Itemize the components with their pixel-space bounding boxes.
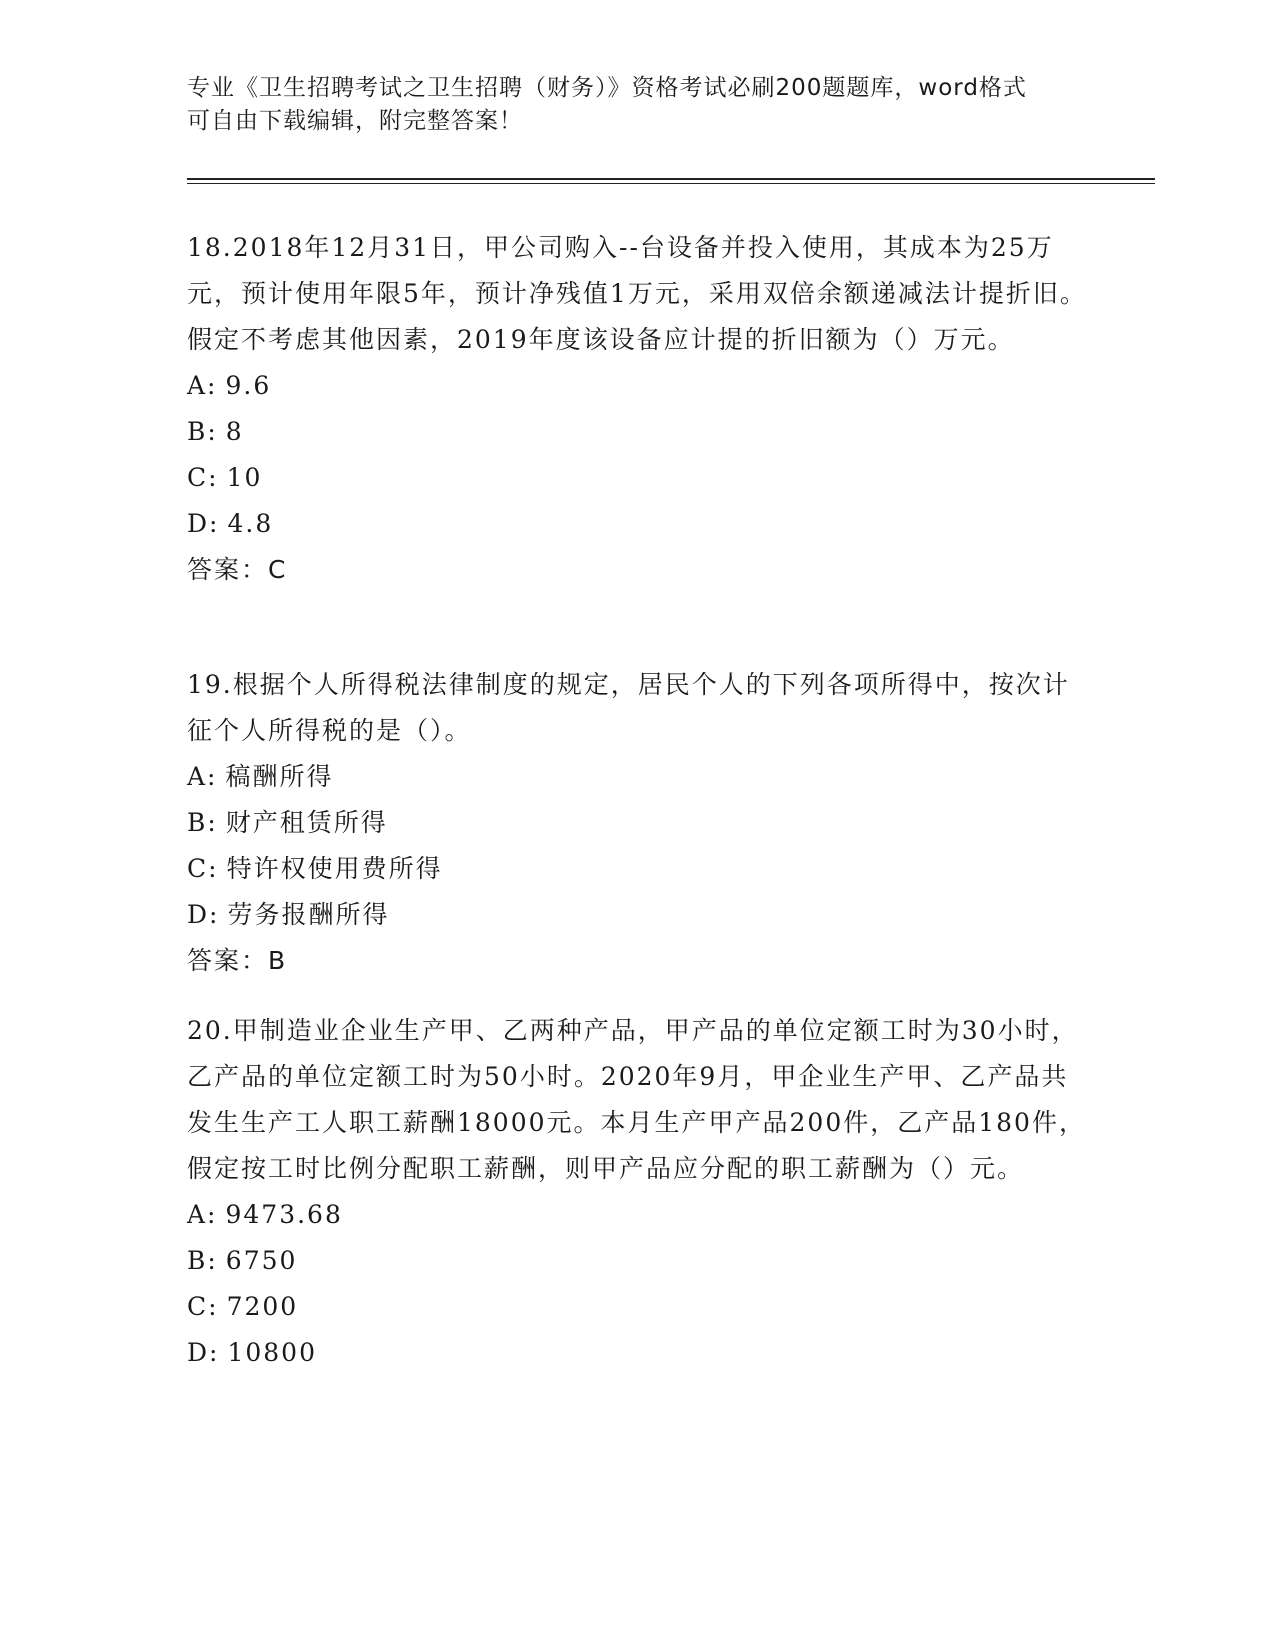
option-letter: A: — [187, 371, 218, 400]
option-letter: D: — [187, 1338, 220, 1367]
question-18 — [187, 225, 1087, 593]
header-divider-thick — [187, 178, 1155, 180]
question-19 — [187, 662, 1087, 984]
option-letter: C: — [187, 854, 219, 883]
option-text: 6750 — [225, 1246, 298, 1275]
question-stem: 20.甲制造业企业生产甲、乙两种产品，甲产品的单位定额工时为30小时，乙产品的单位定额工时为50小时。2020年9月，甲企业生产甲、乙产品共发生生产工人职工薪酬18000元。本月生产甲产品200件，乙产品180件，假定按工时比例分配职工薪酬，则甲产品应分配的职工薪酬为（）元。 — [187, 1016, 1086, 1183]
option-text: 9.6 — [225, 371, 272, 400]
option-b — [187, 800, 1087, 846]
option-text: 10 — [226, 463, 263, 492]
header-line-2: 可自由下载编辑，附完整答案！ — [187, 108, 523, 134]
option-a — [187, 363, 1087, 409]
answer-label: 答案：C — [187, 555, 288, 584]
option-text: 7200 — [226, 1292, 299, 1321]
option-text: 4.8 — [227, 509, 274, 538]
answer-label: 答案：B — [187, 946, 288, 975]
question-stem: 18.2018年12月31日，甲公司购入--台设备并投入使用，其成本为25万元，预计使用年限5年，预计净残值1万元，采用双倍余额递减法计提折旧。假定不考虑其他因素，2019年度该设备应计提的折旧额为（）万元。 — [187, 233, 1087, 354]
option-letter: B: — [187, 1246, 218, 1275]
option-b — [187, 409, 1087, 455]
option-a — [187, 754, 1087, 800]
option-letter: D: — [187, 900, 220, 929]
option-letter: D: — [187, 509, 220, 538]
option-letter: B: — [187, 417, 218, 446]
option-d — [187, 892, 1087, 938]
option-letter: C: — [187, 463, 219, 492]
option-text: 9473.68 — [225, 1200, 343, 1229]
option-text: 10800 — [227, 1338, 317, 1367]
option-c — [187, 1284, 1087, 1330]
document-header — [187, 72, 1087, 138]
option-c — [187, 455, 1087, 501]
option-text: 8 — [225, 417, 244, 446]
option-b — [187, 1238, 1087, 1284]
option-letter: A: — [187, 1200, 218, 1229]
header-divider-thin — [187, 183, 1155, 184]
option-text: 稿酬所得 — [225, 762, 334, 791]
question-stem: 19.根据个人所得税法律制度的规定，居民个人的下列各项所得中，按次计征个人所得税的是（）。 — [187, 670, 1070, 745]
option-letter: C: — [187, 1292, 219, 1321]
option-d — [187, 1330, 1087, 1376]
option-text: 劳务报酬所得 — [227, 900, 390, 929]
option-d — [187, 501, 1087, 547]
option-text: 财产租赁所得 — [225, 808, 388, 837]
option-a — [187, 1192, 1087, 1238]
option-c — [187, 846, 1087, 892]
option-text: 特许权使用费所得 — [226, 854, 443, 883]
option-letter: B: — [187, 808, 218, 837]
header-line-1: 专业《卫生招聘考试之卫生招聘（财务）》资格考试必刷200题题库，word格式 — [187, 75, 1027, 101]
question-20 — [187, 1008, 1087, 1376]
option-letter: A: — [187, 762, 218, 791]
